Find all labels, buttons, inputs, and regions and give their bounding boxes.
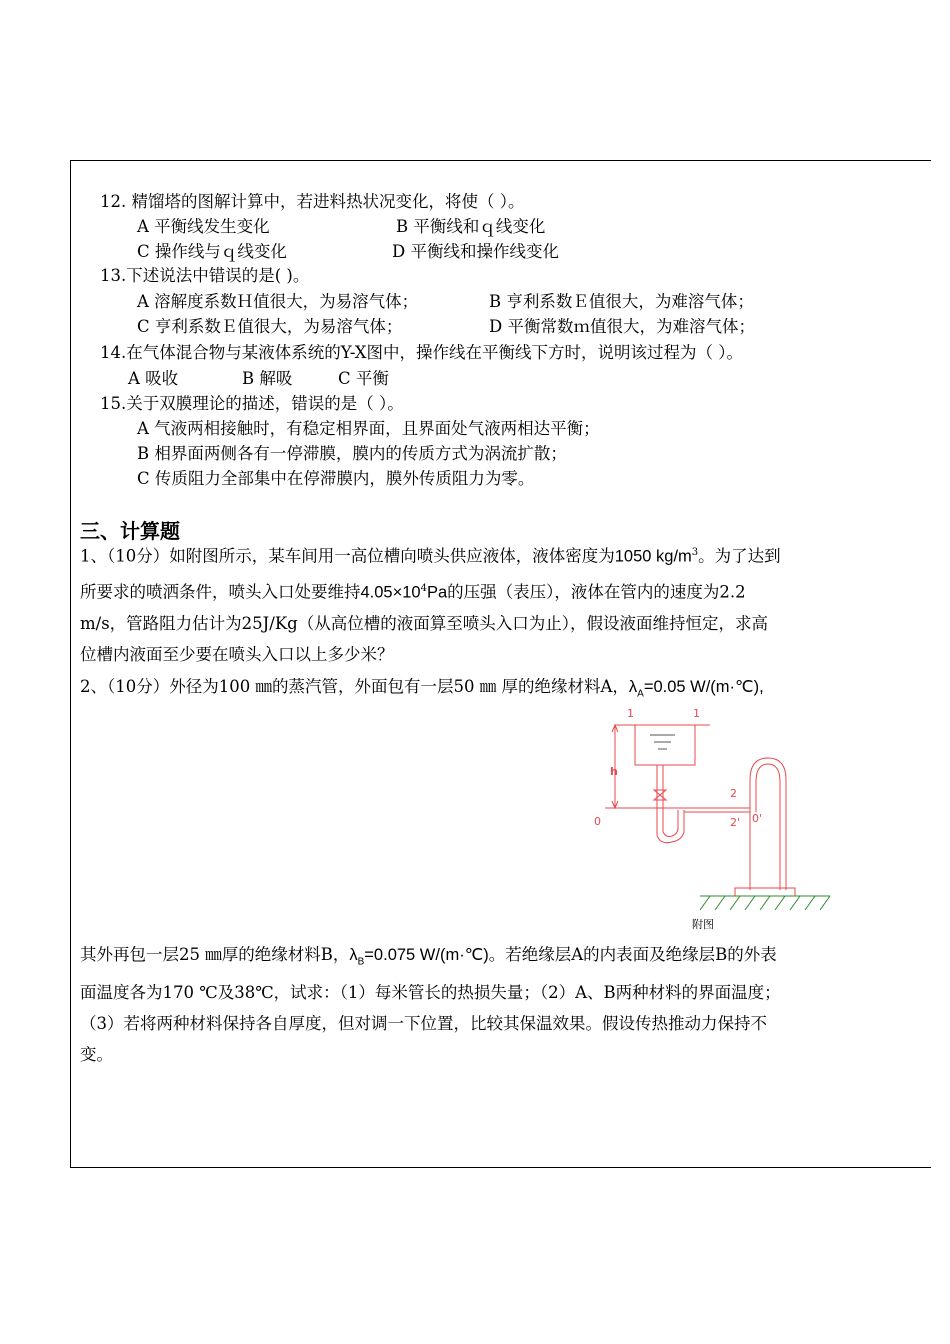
label-1-left: 1 <box>627 707 634 720</box>
question-13-option-c: C 亨利系数Ｅ值很大，为易溶气体； <box>137 317 403 336</box>
problem-1-line-1: 1、（10分）如附图所示，某车间用一高位槽向喷头供应液体，液体密度为1050 $kg/m^3$。为了达到 <box>80 546 781 566</box>
problem-2-line-3: 面温度各为170 ℃及38℃，试求：（1）每米管长的热损失量；（2）A、B两种材料的界面温度； <box>80 983 781 1003</box>
question-12-option-b: B 平衡线和ｑ线变化 <box>396 217 546 236</box>
label-1-right: 1 <box>693 707 700 720</box>
problem-2-line-4: （3）若将两种材料保持各自厚度，但对调一下位置，比较其保温效果。假设传热推动力保持不 <box>80 1014 767 1034</box>
valve <box>654 790 666 800</box>
question-15-stem: 15.关于双膜理论的描述，错误的是（ ）。 <box>100 394 404 413</box>
apparatus-figure <box>580 700 840 935</box>
label-0: 0 <box>594 815 601 828</box>
question-13-option-a: A 溶解度系数Ｈ值很大，为易溶气体； <box>137 292 419 311</box>
label-h: h <box>610 765 618 778</box>
apparatus-diagram <box>580 700 840 935</box>
problem-2-line-5: 变。 <box>80 1045 113 1065</box>
question-12-option-c: C 操作线与ｑ线变化 <box>137 242 287 261</box>
question-15-option-c: C 传质阻力全部集中在停滞膜内，膜外传质阻力为零。 <box>137 469 535 488</box>
question-13-option-d: D 平衡常数ｍ值很大，为难溶气体； <box>489 317 755 336</box>
label-2: 2 <box>730 787 737 800</box>
problem-2-continued <box>80 939 900 1070</box>
label-2-prime: 2' <box>730 816 741 829</box>
ground-hatching <box>700 896 830 910</box>
question-14-option-b: B 解吸 <box>242 369 293 388</box>
question-14-option-c: C 平衡 <box>338 369 389 388</box>
label-0-prime: 0' <box>752 812 763 825</box>
question-14-option-a: A 吸收 <box>128 369 179 388</box>
question-12-option-d: D 平衡线和操作线变化 <box>392 242 559 261</box>
question-13-stem: 13.下述说法中错误的是( )。 <box>100 266 310 285</box>
question-13-option-b: B 亨利系数Ｅ值很大，为难溶气体； <box>489 292 754 311</box>
u-tube-inner <box>663 808 678 837</box>
figure-caption: 附图 <box>692 918 714 931</box>
problem-1-line-4: 位槽内液面至少要在喷头入口以上多少米？ <box>80 645 394 664</box>
question-15-option-a: A 气液两相接触时，有稳定相界面，且界面处气液两相达平衡； <box>137 419 600 438</box>
question-14-stem: 14.在气体混合物与某液体系统的Y-X图中，操作线在平衡线下方时，说明该过程为（ ）。 <box>100 343 744 362</box>
problem-1-line-3: m/s，管路阻力估计为25J/Kg（从高位槽的液面算至喷头入口为止），假设液面维持恒定，求高 <box>80 614 768 633</box>
problem-1-line-2: 所要求的喷洒条件，喷头入口处要维持$4.05\times 10^4Pa$的压强（表压），液体在管内的速度为2.2 <box>80 582 746 601</box>
section-title: 三、计算题 <box>80 519 180 543</box>
question-12-option-a: A 平衡线发生变化 <box>137 217 270 236</box>
problem-2-line-1: 2、（10分）外径为100 ㎜的蒸汽管，外面包有一层50 ㎜ 厚的绝缘材料A，$\lambda_A=0.05$ W/(m·℃), <box>80 677 764 700</box>
u-tube-outer <box>657 808 684 843</box>
question-12-stem: 12. 精馏塔的图解计算中，若进料热状况变化，将使（ ）。 <box>100 192 525 211</box>
spray-column-inner <box>756 764 780 890</box>
problem-1 <box>80 537 900 670</box>
question-15-option-b: B 相界面两侧各有一停滞膜，膜内的传质方式为涡流扩散； <box>137 444 567 463</box>
elevated-tank <box>635 725 695 765</box>
problem-2-line-2: 其外再包一层25 ㎜厚的绝缘材料B，$\lambda_B=0.075$ W/(m·℃)。若绝缘层A的内表面及绝缘层B的外表 <box>80 945 777 968</box>
